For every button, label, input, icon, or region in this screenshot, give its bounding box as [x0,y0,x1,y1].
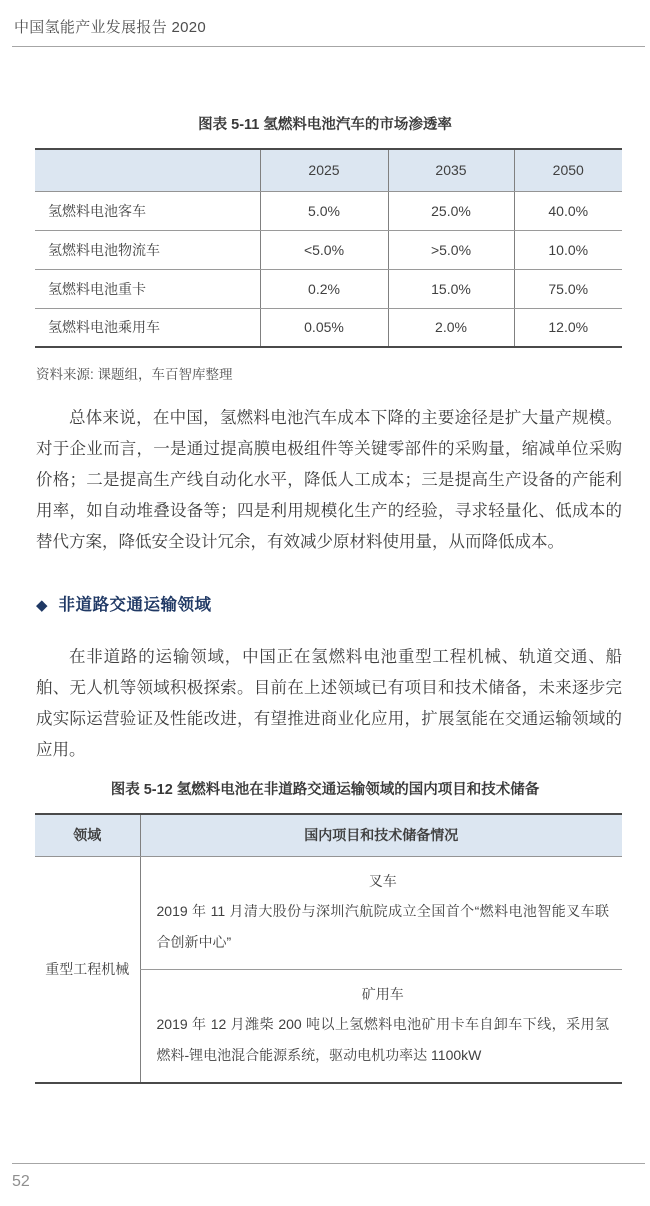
table-row [35,230,622,269]
footer-divider [12,1163,645,1164]
page-header [0,16,650,47]
row-label: 氢燃料电池物流车 [35,230,260,269]
cell-value: 15.0% [388,269,514,308]
cell-value: 2.0% [388,308,514,347]
body-paragraph-non-road-exploration: 在非道路的运输领域，中国正在氢燃料电池重型工程机械、轨道交通、船舶、无人机等领域积极探索。目前在上述领域已有项目和技术储备，未来逐步完成实际运营验证及性能改进，有望推进商业化应用，扩展氢能在交通运输领域的应用。 [36,648,622,759]
page-footer [0,1163,650,1191]
entry-forklift [140,856,622,969]
section-title: 非道路交通运输领域 [58,596,212,614]
diamond-bullet-icon: ◆ [36,597,48,614]
cell-value: 25.0% [388,191,514,230]
entry-subtitle: 叉车 [368,872,397,889]
table1-caption: 图表 5-11 氢燃料电池汽车的市场渗透率 [198,117,452,133]
table1-col-header-2025: 2025 [260,149,388,191]
cell-value: 0.2% [260,269,388,308]
cell-value: 0.05% [260,308,388,347]
table-row [35,191,622,230]
entry-subtitle: 矿用车 [361,985,404,1002]
table1-col-header-2050: 2050 [514,149,622,191]
table1-source-note: 资料来源: 课题组，车百智库整理 [36,367,233,382]
cell-value: 40.0% [514,191,622,230]
table1-col-header-empty [35,149,260,191]
cell-value: 75.0% [514,269,622,308]
table1-header-row [35,149,622,191]
row-label: 氢燃料电池乘用车 [35,308,260,347]
cell-value: >5.0% [388,230,514,269]
entry-description: 2019 年 12 月潍柴 200 吨以上氢燃料电池矿用卡车自卸车下线，采用氢燃料-锂电池混合能源系统，驱动电机功率达 1100kW [156,1015,609,1063]
row-label: 氢燃料电池重卡 [35,269,260,308]
domain-label: 重型工程机械 [45,961,130,977]
report-title: 中国氢能产业发展报告 2020 [14,19,207,36]
entry-mining-truck [140,969,622,1083]
table1-col-header-2035: 2035 [388,149,514,191]
table2-header-row [35,814,622,856]
table2-col-header-domain: 领域 [35,814,140,856]
cell-value: 12.0% [514,308,622,347]
market-penetration-table [35,148,622,348]
table-row [35,856,622,969]
non-road-projects-table [35,813,622,1084]
table-row [35,308,622,347]
table2-caption: 图表 5-12 氢燃料电池在非道路交通运输领域的国内项目和技术储备 [110,782,540,798]
cell-value: <5.0% [260,230,388,269]
entry-description: 2019 年 11 月清大股份与深圳汽航院成立全国首个“燃料电池智能叉车联合创新中心” [156,902,609,950]
section-heading-non-road-transport [36,595,650,616]
header-divider [12,46,645,47]
cell-value: 10.0% [514,230,622,269]
table-row [35,269,622,308]
row-label: 氢燃料电池客车 [35,191,260,230]
page-number: 52 [12,1173,30,1190]
body-paragraph-cost-reduction: 总体来说，在中国，氢燃料电池汽车成本下降的主要途径是扩大量产规模。对于企业而言，一是通过提高膜电极组件等关键零部件的采购量，缩减单位采购价格；二是提高生产线自动化水平，降低人工成本；三是提高生产设备的产能利用率，如自动堆叠设备等；四是利用规模化生产的经验，寻求轻量化、低成本的替代方案，降低安全设计冗余，有效减少原材料使用量，从而降低成本。 [36,409,622,551]
cell-value: 5.0% [260,191,388,230]
table2-col-header-projects: 国内项目和技术储备情况 [140,814,622,856]
